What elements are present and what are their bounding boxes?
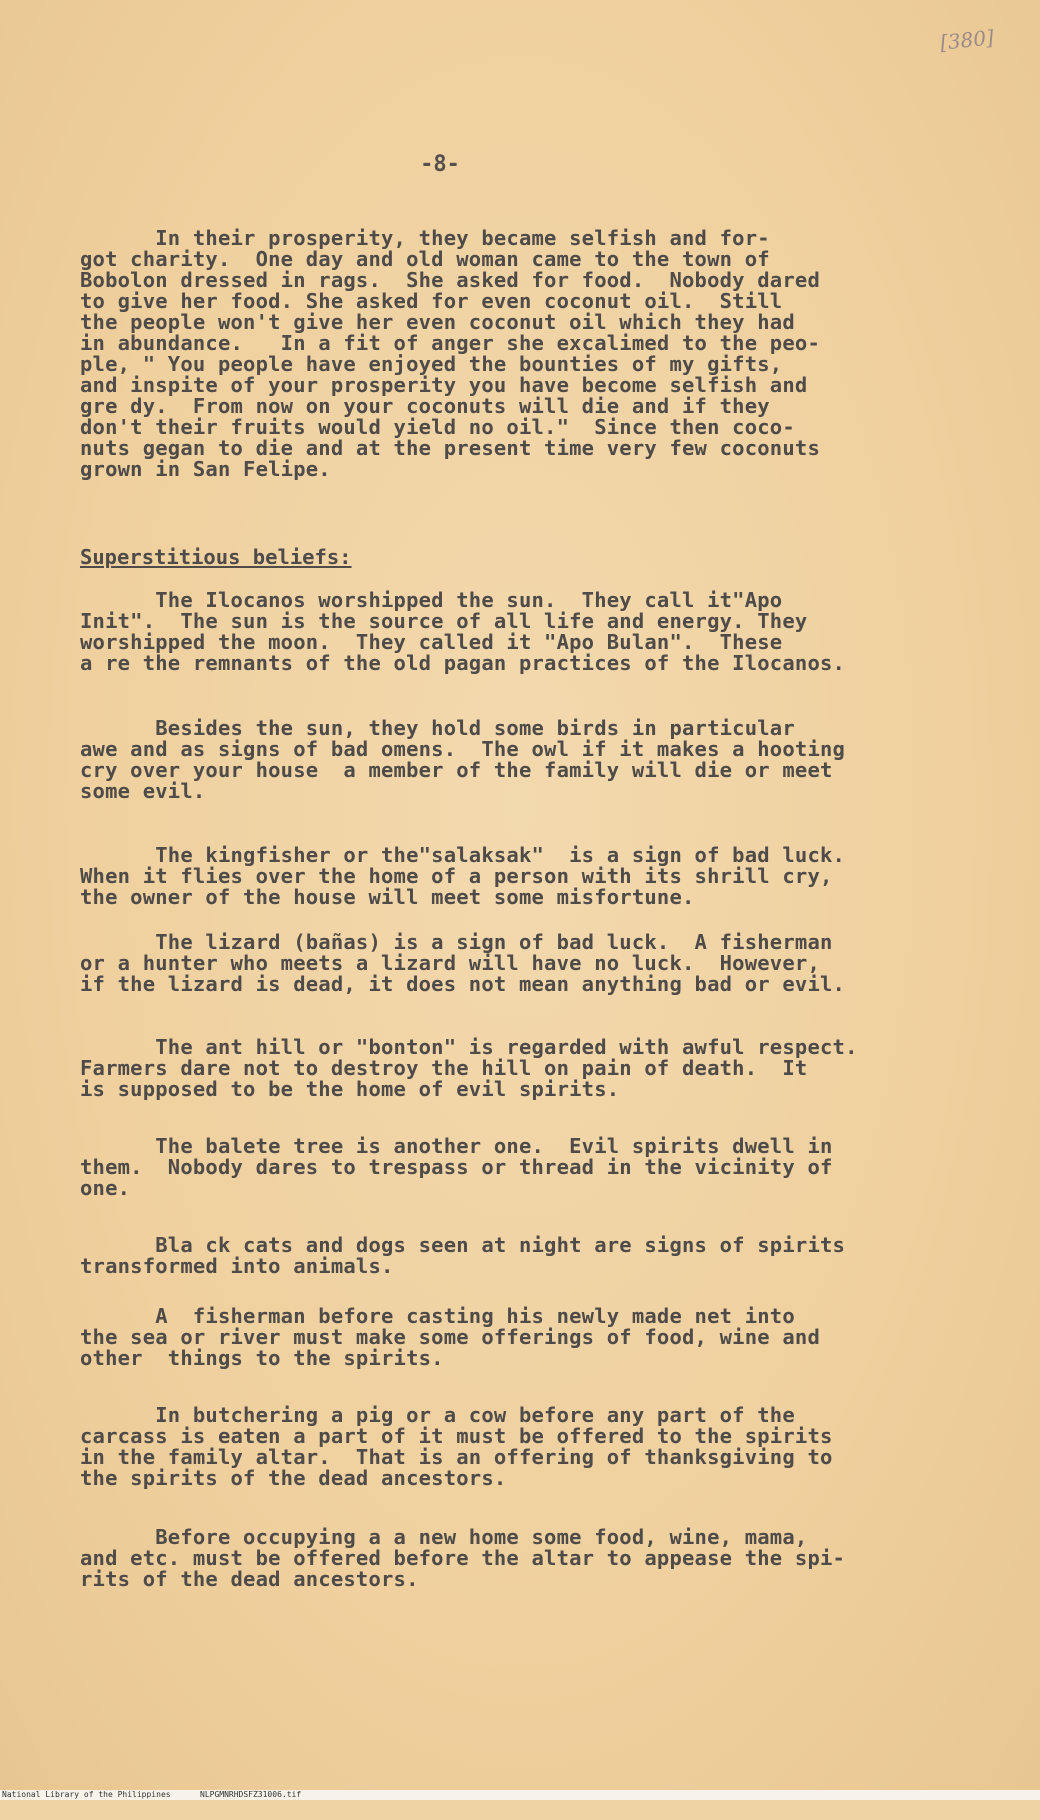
- paragraph-fisherman: A fisherman before casting his newly made net into the sea or river must make some offerings of food, wine and other things to the spirits.: [80, 1304, 820, 1370]
- paragraph-sun-moon: The Ilocanos worshipped the sun. They call it"Apo Init". The sun is the source of all life and energy. They worshipped the moon. They called it "Apo Bulan". These a re the remnants of the old pagan practices of the Ilocanos.: [80, 588, 846, 675]
- paragraph-lizard: The lizard (bañas) is a sign of bad luck. A fisherman or a hunter who meets a lizard will have no luck. However, if the lizard is dead, it does not mean anything bad or evil.: [80, 930, 846, 996]
- paragraph-black-cats: Bla ck cats and dogs seen at night are signs of spirits transformed into animals.: [80, 1233, 846, 1278]
- page-number: -8-: [420, 152, 460, 177]
- scan-footer: [0, 1790, 1040, 1800]
- story-paragraph: In their prosperity, they became selfish and for- got charity. One day and old woman came to the town of Bobolon dressed in rags. She asked for food. Nobody dared to give her food. She asked for even coconut oil. Still the people won't give her even coconut oil which they had in abundance. In a fit of anger she excalimed to the peo- ple, " You people have enjoyed the bounties of my gifts, and inspite of your prosperity you have become selfish and gre dy. From now on your coconuts will die and if they don't their fruits would yield no oil." Since then coco- nuts gegan to die and at the present time very few coconuts grown in San Felipe.: [80, 226, 820, 481]
- paragraph-butchering: In butchering a pig or a cow before any part of the carcass is eaten a part of it must be offered to the spirits in the family altar. That is an offering of thanksgiving to the spirits of the dead ancestors.: [80, 1403, 833, 1490]
- paragraph-kingfisher: The kingfisher or the"salaksak" is a sign of bad luck. When it flies over the home of a person with its shrill cry, the owner of the house will meet some misfortune.: [80, 843, 846, 909]
- footer-library-name: National Library of the Philippines: [2, 1790, 171, 1799]
- paragraph-birds-owl: Besides the sun, they hold some birds in particular awe and as signs of bad omens. The owl if it makes a hooting cry over your house a member of the family will die or meet some evil.: [80, 716, 846, 803]
- paragraph-ant-hill: The ant hill or "bonton" is regarded with awful respect. Farmers dare not to destroy the hill on pain of death. It is supposed to be the home of evil spirits.: [80, 1035, 858, 1101]
- paragraph-balete-tree: The balete tree is another one. Evil spirits dwell in them. Nobody dares to trespass or thread in the vicinity of one.: [80, 1134, 833, 1200]
- section-heading: Superstitious beliefs:: [80, 545, 352, 569]
- paragraph-new-home: Before occupying a a new home some food, wine, mama, and etc. must be offered before the altar to appease the spi- rits of the dead ancestors.: [80, 1525, 846, 1591]
- footer-file-id: NLPGMNRHDSFZ31006.tif: [200, 1790, 302, 1799]
- archive-reference-number: [380]: [938, 25, 995, 55]
